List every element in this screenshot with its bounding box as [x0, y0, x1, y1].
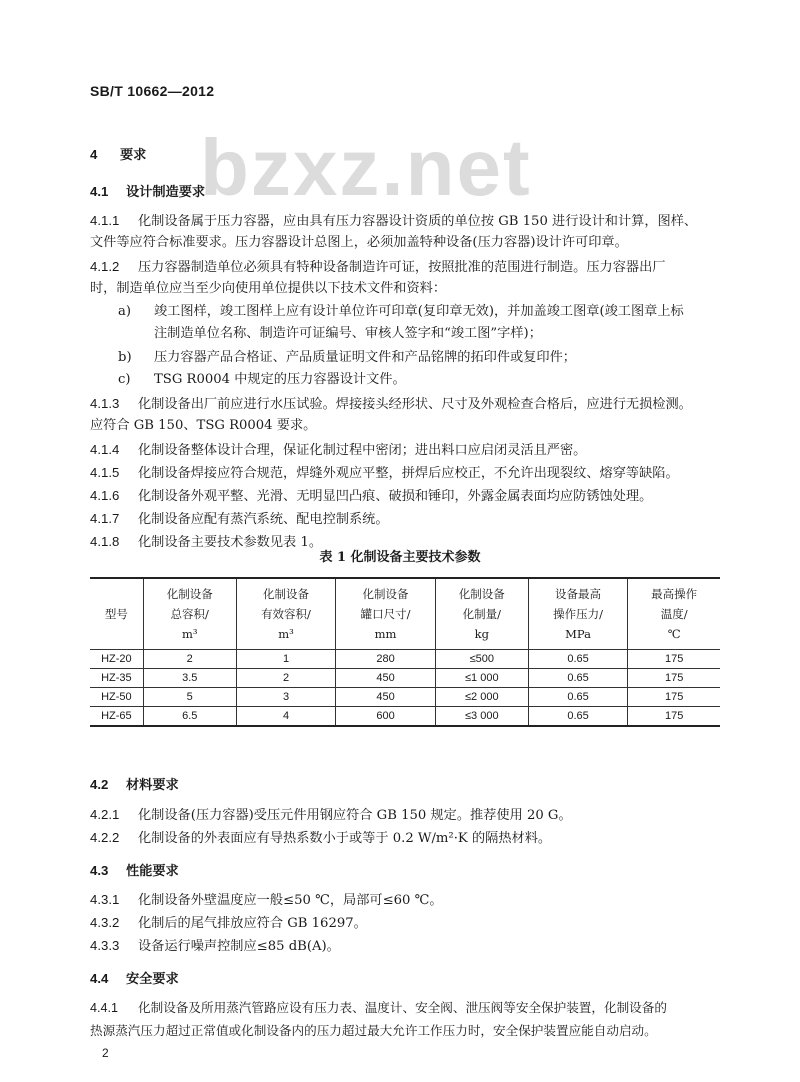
- header-model: 型号: [90, 578, 143, 650]
- table-row: HZ-35 3.5 2 450 ≤1 000 0.65 175: [90, 669, 720, 688]
- table-row: HZ-20 2 1 280 ≤500 0.65 175: [90, 650, 720, 669]
- section-4-4-heading: 4.4 安全要求: [90, 971, 179, 987]
- table-caption: 表 1 化制设备主要技术参数: [319, 550, 481, 565]
- section-4-heading: 4 要求: [90, 147, 147, 163]
- clause-4-4-1-cont: 热源蒸汽压力超过正常值或化制设备内的压力超过最大允许工作压力时，安全保护装置应能自动启动。: [90, 1023, 657, 1038]
- header-max-temperature: 最高操作 温度/ ℃: [628, 578, 720, 650]
- table-header-row: [90, 578, 720, 650]
- section-4-3-heading: 4.3 性能要求: [90, 863, 179, 879]
- list-item-b: b) 压力容器产品合格证、产品质量证明文件和产品铭牌的拓印件或复印件；: [118, 350, 576, 365]
- page-number: 2: [102, 1046, 109, 1060]
- table-row: HZ-50 5 3 450 ≤2 000 0.65 175: [90, 688, 720, 707]
- header-total-volume: 化制设备 总容积/ m³: [143, 578, 236, 650]
- clause-4-1-7: 4.1.7 化制设备应配有蒸汽系统、配电控制系统。: [90, 511, 389, 527]
- clause-4-3-3: 4.3.3 设备运行噪声控制应≤85 dB(A)。: [90, 938, 340, 954]
- section-4-1-heading: 4.1 设计制造要求: [90, 184, 206, 200]
- spec-table: [90, 577, 720, 727]
- header-opening-size: 化制设备 罐口尺寸/ mm: [336, 578, 436, 650]
- section-4-2-heading: 4.2 材料要求: [90, 777, 179, 793]
- clause-4-1-5: 4.1.5 化制设备焊接应符合规范，焊缝外观应平整，拼焊后应校正，不允许出现裂纹、熔穿等缺陷。: [90, 465, 679, 481]
- clause-4-4-1: 4.4.1 化制设备及所用蒸汽管路应设有压力表、温度计、安全阀、泄压阀等安全保护装置，化制设备的: [90, 1000, 667, 1015]
- clause-4-2-2: 4.2.2 化制设备的外表面应有导热系数小于或等于 0.2 W/m²·K 的隔热材料。: [90, 830, 552, 846]
- clause-4-2-1: 4.2.1 化制设备(压力容器)受压元件用钢应符合 GB 150 规定。推荐使用 20 G。: [90, 807, 572, 823]
- header-max-pressure: 设备最高 操作压力/ MPa: [528, 578, 628, 650]
- list-item-c: c) TSG R0004 中规定的压力容器设计文件。: [118, 372, 406, 387]
- header-effective-volume: 化制设备 有效容积/ m³: [236, 578, 336, 650]
- header-capacity: 化制设备 化制量/ kg: [435, 578, 528, 650]
- clause-4-1-2-cont: 时，制造单位应当至少向使用单位提供以下技术文件和资料：: [90, 281, 447, 296]
- list-item-a-cont: 注制造单位名称、制造许可证编号、审核人签字和“竣工图”字样)；: [154, 326, 542, 341]
- clause-4-1-2: 4.1.2 压力容器制造单位必须具有特种设备制造许可证，按照批准的范围进行制造。压力容器出厂: [90, 259, 666, 275]
- clause-4-1-8: 4.1.8 化制设备主要技术参数见表 1。: [90, 534, 323, 550]
- clause-4-1-3-cont: 应符合 GB 150、TSG R0004 要求。: [90, 418, 317, 433]
- clause-4-1-1: 4.1.1 化制设备属于压力容器，应由具有压力容器设计资质的单位按 GB 150 进行设计和计算，图样、: [90, 213, 698, 229]
- table-row: HZ-65 6.5 4 600 ≤3 000 0.65 175: [90, 707, 720, 727]
- standard-code-header: SB/T 10662—2012: [90, 83, 215, 99]
- clause-4-3-1: 4.3.1 化制设备外壁温度应一般≤50 ℃，局部可≤60 ℃。: [90, 892, 443, 908]
- clause-4-1-1-cont: 文件等应符合标准要求。压力容器设计总图上，必须加盖特种设备(压力容器)设计许可印章。: [90, 235, 628, 250]
- clause-4-3-2: 4.3.2 化制后的尾气排放应符合 GB 16297。: [90, 915, 367, 931]
- list-item-a: a) 竣工图样，竣工图样上应有设计单位许可印章(复印章无效)，并加盖竣工图章(竣工图章上标: [118, 304, 684, 319]
- watermark: bzxz.net: [200, 123, 532, 212]
- clause-4-1-3: 4.1.3 化制设备出厂前应进行水压试验。焊接接头经形状、尺寸及外观检查合格后，应进行无损检测。: [90, 396, 692, 412]
- clause-4-1-4: 4.1.4 化制设备整体设计合理，保证化制过程中密闭；进出料口应启闭灵活且严密。: [90, 442, 587, 458]
- clause-4-1-6: 4.1.6 化制设备外观平整、光滑、无明显凹凸痕、破损和锤印，外露金属表面均应防锈蚀处理。: [90, 488, 653, 504]
